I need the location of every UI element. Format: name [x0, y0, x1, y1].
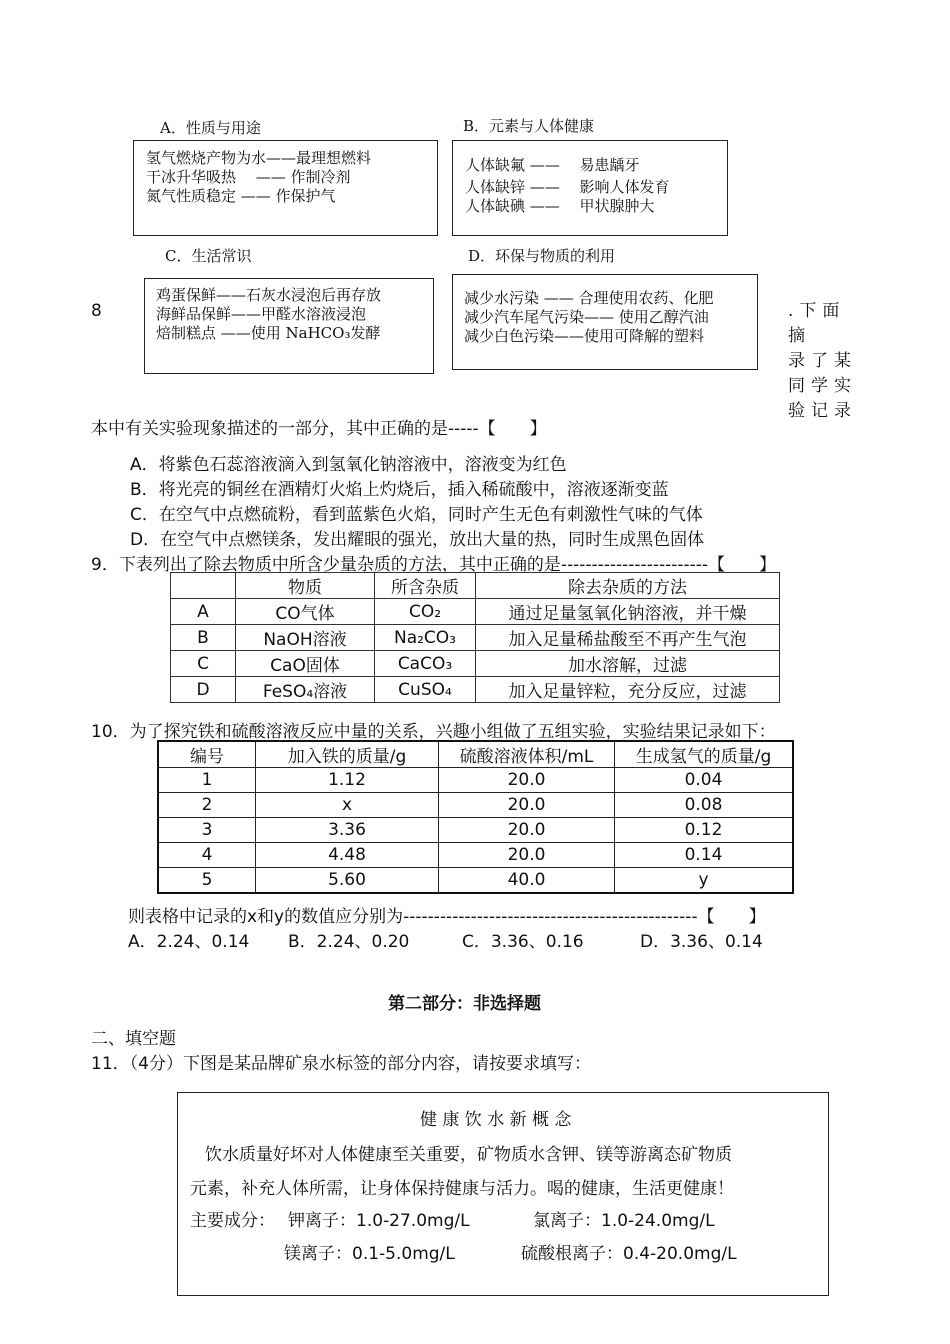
table-cell: 20.0 — [439, 843, 615, 868]
table-cell: D — [171, 677, 236, 703]
box-d-line: 减少水污染 —— 合理使用农药、化肥 — [464, 289, 714, 307]
label-main-ingredients: 主要成分： — [190, 1211, 275, 1231]
question-8-stem: 本中有关实验现象描述的一部分，其中正确的是-----【 】 — [91, 419, 547, 439]
side-text-line: 同学实 — [788, 376, 857, 396]
question-10-stem: 10．为了探究铁和硫酸溶液反应中量的关系，兴趣小组做了五组实验，实验结果记录如下： — [91, 722, 776, 742]
table-cell: y — [615, 868, 794, 894]
box-c — [144, 278, 434, 374]
box-b-caption: B．元素与人体健康 — [463, 117, 595, 135]
box-a-line: 氮气性质稳定 —— 作保护气 — [146, 187, 336, 205]
table-cell: 4.48 — [256, 843, 439, 868]
table-cell: 4 — [158, 843, 256, 868]
table-cell: 3.36 — [256, 818, 439, 843]
table-row — [171, 599, 780, 625]
side-text-line: 验记录 — [788, 401, 857, 421]
label-sulfate: 硫酸根离子：0.4-20.0mg/L — [521, 1244, 737, 1264]
table-header-row — [158, 741, 793, 768]
table-cell: CaCO₃ — [375, 651, 476, 677]
table-cell: C — [171, 651, 236, 677]
table-cell: A — [171, 599, 236, 625]
question-11-stem: 11．（4分）下图是某品牌矿泉水标签的部分内容，请按要求填写： — [91, 1054, 591, 1074]
table-cell: CO₂ — [375, 599, 476, 625]
box-d-line: 减少汽车尾气污染—— 使用乙醇汽油 — [464, 308, 709, 326]
table-cell: 0.14 — [615, 843, 794, 868]
box-c-caption: C．生活常识 — [165, 247, 252, 265]
question-8-option-c: C．在空气中点燃硫粉，看到蓝紫色火焰，同时产生无色有刺激性气味的气体 — [130, 505, 703, 525]
box-c-line: 海鲜品保鲜——甲醛水溶液浸泡 — [156, 305, 367, 323]
box-a-line: 干冰升华吸热 —— 作制冷剂 — [146, 168, 351, 186]
table-cell: 加入足量稀盐酸至不再产生气泡 — [476, 625, 780, 651]
question-8-number: 8 — [91, 301, 102, 321]
table-header-row — [171, 573, 780, 599]
label-chloride: 氯离子：1.0-24.0mg/L — [533, 1211, 715, 1231]
table-row — [171, 651, 780, 677]
box-a-caption: A．性质与用途 — [160, 119, 261, 137]
question-10-table — [157, 740, 794, 894]
table-row — [158, 768, 793, 793]
question-9-table — [170, 572, 780, 703]
table-cell: Na₂CO₃ — [375, 625, 476, 651]
question-8-side-text — [788, 299, 868, 424]
table-cell: 5.60 — [256, 868, 439, 894]
box-c-line: 鸡蛋保鲜——石灰水浸泡后再存放 — [156, 286, 382, 304]
box-b-line: 人体缺氟 —— 易患龋牙 — [465, 156, 640, 174]
question-10-option-c: C．3.36、0.16 — [462, 932, 584, 952]
table-cell: 加水溶解，过滤 — [476, 651, 780, 677]
table-cell: B — [171, 625, 236, 651]
box-a-line: 氢气燃烧产物为水——最理想燃料 — [146, 149, 372, 167]
table-row — [158, 868, 793, 894]
table-cell: CaO固体 — [236, 651, 375, 677]
label-title: 健 康 饮 水 新 概 念 — [420, 1110, 572, 1130]
table-header: 物质 — [236, 573, 375, 599]
table-cell: 通过足量氢氧化钠溶液，并干燥 — [476, 599, 780, 625]
question-10-option-d: D．3.36、0.14 — [640, 932, 763, 952]
table-header: 除去杂质的方法 — [476, 573, 780, 599]
table-header: 生成氢气的质量/g — [615, 741, 794, 768]
label-magnesium: 镁离子：0.1-5.0mg/L — [284, 1244, 455, 1264]
box-d — [452, 274, 758, 370]
table-cell: NaOH溶液 — [236, 625, 375, 651]
table-cell: 1 — [158, 768, 256, 793]
question-8-option-a: A．将紫色石蕊溶液滴入到氢氧化钠溶液中，溶液变为红色 — [130, 455, 567, 475]
table-header: 加入铁的质量/g — [256, 741, 439, 768]
side-text-line: .下面摘 — [788, 301, 846, 346]
box-b-line: 人体缺锌 —— 影响人体发育 — [465, 178, 670, 196]
table-row — [158, 843, 793, 868]
table-row — [171, 677, 780, 703]
question-8-option-b: B．将光亮的铜丝在酒精灯火焰上灼烧后，插入稀硫酸中，溶液逐渐变蓝 — [130, 480, 669, 500]
part-2-title: 第二部分：非选择题 — [388, 994, 541, 1014]
label-paragraph-line: 饮水质量好坏对人体健康至关重要，矿物质水含钾、镁等游离态矿物质 — [205, 1145, 732, 1165]
question-8-option-d: D．在空气中点燃镁条，发出耀眼的强光，放出大量的热，同时生成黑色固体 — [130, 530, 705, 550]
table-header: 编号 — [158, 741, 256, 768]
table-cell: 3 — [158, 818, 256, 843]
table-cell: 2 — [158, 793, 256, 818]
table-cell: 40.0 — [439, 868, 615, 894]
box-c-line: 焙制糕点 ——使用 NaHCO₃发酵 — [156, 324, 381, 342]
table-header: 硫酸溶液体积/mL — [439, 741, 615, 768]
table-cell: FeSO₄溶液 — [236, 677, 375, 703]
side-text-line: 录了某 — [788, 351, 857, 371]
table-cell: 1.12 — [256, 768, 439, 793]
table-cell: x — [256, 793, 439, 818]
label-paragraph-line: 元素，补充人体所需，让身体保持健康与活力。喝的健康，生活更健康！ — [190, 1179, 734, 1199]
box-d-caption: D．环保与物质的利用 — [468, 247, 616, 265]
table-cell: CO气体 — [236, 599, 375, 625]
table-cell: 0.04 — [615, 768, 794, 793]
mineral-water-label — [177, 1092, 829, 1296]
table-cell: 20.0 — [439, 793, 615, 818]
question-9-stem: 9．下表列出了除去物质中所含少量杂质的方法，其中正确的是------------------------【 】 — [91, 555, 777, 575]
box-d-line: 减少白色污染——使用可降解的塑料 — [464, 327, 705, 345]
table-cell: 0.08 — [615, 793, 794, 818]
box-b — [452, 140, 728, 236]
table-cell: 加入足量锌粒，充分反应，过滤 — [476, 677, 780, 703]
table-cell: 5 — [158, 868, 256, 894]
table-header: 所含杂质 — [375, 573, 476, 599]
label-potassium: 钾离子：1.0-27.0mg/L — [288, 1211, 470, 1231]
question-10-option-a: A．2.24、0.14 — [128, 932, 250, 952]
box-b-line: 人体缺碘 —— 甲状腺肿大 — [465, 197, 655, 215]
question-10-option-b: B．2.24、0.20 — [288, 932, 410, 952]
box-a — [133, 140, 438, 236]
table-header — [171, 573, 236, 599]
table-cell: 0.12 — [615, 818, 794, 843]
table-row — [171, 625, 780, 651]
table-row — [158, 818, 793, 843]
table-row — [158, 793, 793, 818]
table-cell: 20.0 — [439, 818, 615, 843]
question-10-question: 则表格中记录的x和y的数值应分别为------------------------------------------------【 】 — [128, 907, 766, 927]
table-cell: CuSO₄ — [375, 677, 476, 703]
section-heading: 二、填空题 — [91, 1029, 176, 1049]
table-cell: 20.0 — [439, 768, 615, 793]
